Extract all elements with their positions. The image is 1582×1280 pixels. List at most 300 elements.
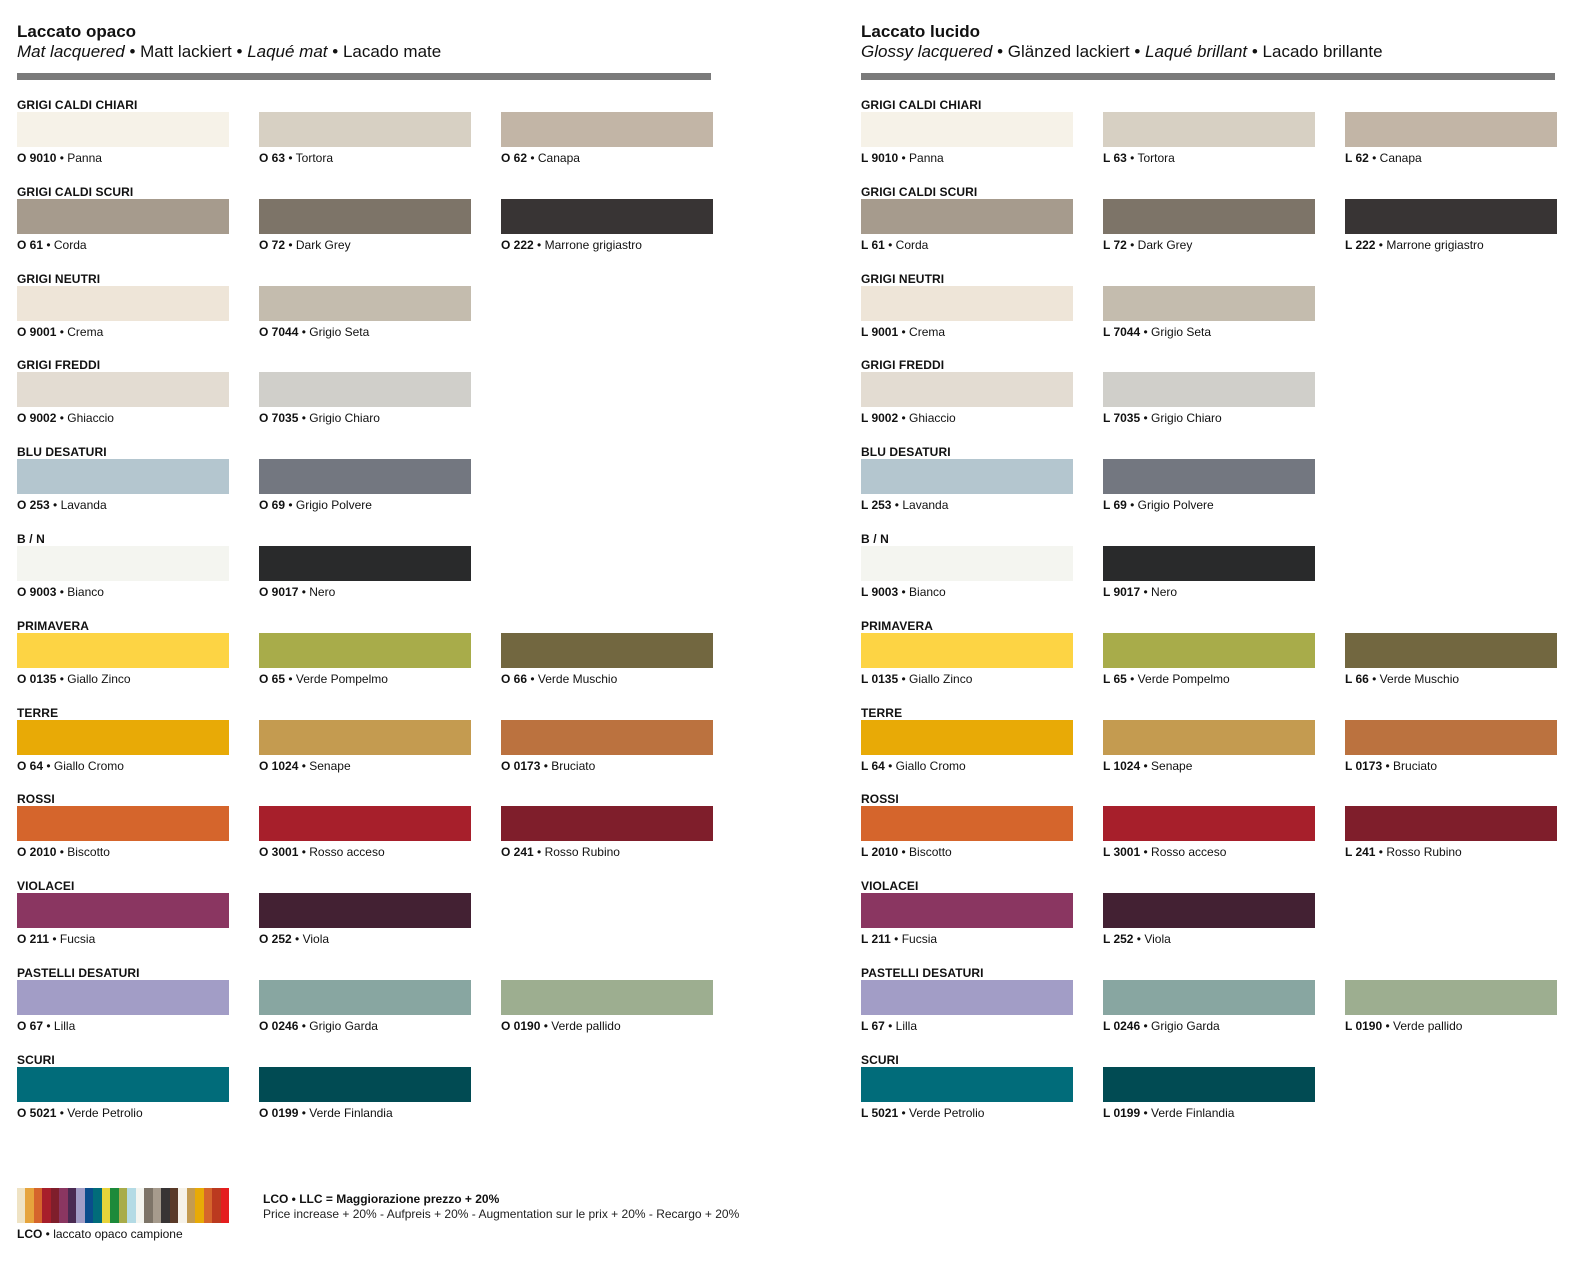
- subtitle-part: •: [124, 42, 141, 61]
- swatch-label: L 252 • Viola: [1103, 932, 1171, 946]
- swatch-item: [259, 546, 471, 599]
- swatch-label: L 64 • Giallo Cromo: [861, 759, 966, 773]
- color-swatch: [259, 806, 471, 841]
- color-swatch: [501, 199, 713, 234]
- color-group: [17, 1053, 717, 1139]
- swatch-label: O 62 • Canapa: [501, 151, 580, 165]
- swatch-code: O 7044: [259, 325, 299, 339]
- color-swatch: [1103, 199, 1315, 234]
- color-swatch: [861, 372, 1073, 407]
- color-swatch: [1103, 546, 1315, 581]
- swatch-item: [1345, 633, 1557, 686]
- strip-color-band: [161, 1188, 169, 1223]
- swatch-item: [1103, 1067, 1315, 1120]
- swatch-item: [861, 286, 1073, 339]
- swatch-name: Biscotto: [909, 845, 952, 859]
- strip-color-band: [136, 1188, 144, 1223]
- swatch-name: Marrone grigiastro: [544, 238, 642, 252]
- swatch-label: L 66 • Verde Muschio: [1345, 672, 1460, 686]
- swatch-item: [259, 806, 471, 859]
- color-group: [861, 619, 1561, 705]
- swatch-name: Biscotto: [67, 845, 110, 859]
- strip-color-band: [17, 1188, 25, 1223]
- swatch-item: [17, 286, 229, 339]
- color-group-label: GRIGI CALDI CHIARI: [861, 98, 982, 112]
- color-group-label: PRIMAVERA: [861, 619, 934, 633]
- color-group-label: PASTELLI DESATURI: [861, 966, 984, 980]
- swatch-item: [259, 1067, 471, 1120]
- swatch-label: O 7044 • Grigio Seta: [259, 325, 370, 339]
- strip-color-band: [178, 1188, 186, 1223]
- swatch-label: L 0246 • Grigio Garda: [1103, 1019, 1220, 1033]
- swatch-item: [17, 459, 229, 512]
- panel-title: Laccato lucido: [861, 22, 981, 41]
- swatch-item: [17, 893, 229, 946]
- strip-color-band: [85, 1188, 93, 1223]
- swatch-name: Verde Muschio: [537, 672, 618, 686]
- swatch-code: L 7035: [1103, 411, 1141, 425]
- swatch-name: Rosso Rubino: [544, 845, 620, 859]
- swatch-name: Bianco: [67, 585, 104, 599]
- strip-color-band: [93, 1188, 101, 1223]
- swatch-code: O 61: [17, 238, 44, 252]
- color-swatch: [861, 633, 1073, 668]
- swatch-name: Giallo Zinco: [909, 672, 973, 686]
- strip-color-band: [187, 1188, 195, 1223]
- color-swatch: [1103, 633, 1315, 668]
- swatch-item: [259, 372, 471, 425]
- swatch-item: [17, 546, 229, 599]
- swatch-item: [861, 112, 1073, 165]
- color-swatch: [259, 893, 471, 928]
- sample-strip-name: laccato opaco campione: [53, 1227, 183, 1241]
- swatch-item: [1103, 199, 1315, 252]
- swatch-name: Grigio Seta: [1151, 325, 1212, 339]
- swatch-name: Senape: [1151, 759, 1193, 773]
- swatch-name: Verde Petrolio: [909, 1106, 985, 1120]
- swatch-label: O 9010 • Panna: [17, 151, 102, 165]
- swatch-code: L 0246: [1103, 1019, 1141, 1033]
- swatch-item: [1345, 199, 1557, 252]
- panel-glossy: [861, 0, 1561, 1150]
- swatch-label: O 72 • Dark Grey: [259, 238, 351, 252]
- swatch-item: [501, 806, 713, 859]
- strip-color-band: [119, 1188, 127, 1223]
- swatch-code: O 62: [501, 151, 528, 165]
- subtitle-part: •: [327, 42, 343, 61]
- color-group: [861, 272, 1561, 358]
- swatch-label: L 253 • Lavanda: [861, 498, 949, 512]
- swatch-label: O 222 • Marrone grigiastro: [501, 238, 642, 252]
- swatch-label: L 67 • Lilla: [861, 1019, 918, 1033]
- swatch-label: L 211 • Fucsia: [861, 932, 938, 946]
- swatch-code: O 0190: [501, 1019, 541, 1033]
- color-group: [861, 445, 1561, 531]
- swatch-label: L 0135 • Giallo Zinco: [861, 672, 973, 686]
- swatch-code: O 5021: [17, 1106, 57, 1120]
- swatch-code: O 69: [259, 498, 286, 512]
- color-group-label: ROSSI: [17, 792, 55, 806]
- swatch-name: Bianco: [909, 585, 946, 599]
- swatch-label: O 0246 • Grigio Garda: [259, 1019, 378, 1033]
- swatch-code: L 211: [861, 932, 891, 946]
- swatch-code: L 61: [861, 238, 885, 252]
- swatch-code: L 0199: [1103, 1106, 1141, 1120]
- color-swatch: [259, 633, 471, 668]
- swatch-item: [17, 112, 229, 165]
- swatch-label: O 7035 • Grigio Chiaro: [259, 411, 380, 425]
- swatch-name: Bruciato: [1393, 759, 1438, 773]
- swatch-code: O 2010: [17, 845, 57, 859]
- swatch-label: O 0190 • Verde pallido: [501, 1019, 621, 1033]
- color-group: [17, 966, 717, 1052]
- color-group-label: B / N: [17, 532, 45, 546]
- color-swatch: [17, 720, 229, 755]
- swatch-name: Marrone grigiastro: [1386, 238, 1484, 252]
- swatch-item: [1103, 286, 1315, 339]
- color-swatch: [1345, 980, 1557, 1015]
- swatch-name: Tortora: [295, 151, 334, 165]
- swatch-name: Grigio Chiaro: [1151, 411, 1222, 425]
- swatch-code: L 62: [1345, 151, 1369, 165]
- subtitle-part: •: [992, 42, 1008, 61]
- swatch-code: O 0246: [259, 1019, 299, 1033]
- swatch-item: [259, 893, 471, 946]
- swatch-name: Verde Pompelmo: [1137, 672, 1230, 686]
- swatch-label: L 63 • Tortora: [1103, 151, 1175, 165]
- color-swatch: [17, 633, 229, 668]
- color-group-label: VIOLACEI: [17, 879, 75, 893]
- swatch-code: L 64: [861, 759, 885, 773]
- color-swatch: [1345, 199, 1557, 234]
- color-swatch: [861, 546, 1073, 581]
- panel-divider: [17, 73, 711, 80]
- color-group: [861, 185, 1561, 271]
- panel-title: Laccato opaco: [17, 22, 137, 41]
- subtitle-part: Laqué mat: [247, 42, 328, 61]
- swatch-label: O 65 • Verde Pompelmo: [259, 672, 388, 686]
- strip-color-band: [127, 1188, 135, 1223]
- swatch-code: L 222: [1345, 238, 1376, 252]
- swatch-name: Tortora: [1137, 151, 1175, 165]
- subtitle-part: •: [231, 42, 248, 61]
- swatch-name: Rosso acceso: [1151, 845, 1227, 859]
- swatch-name: Grigio Chiaro: [309, 411, 380, 425]
- swatch-label: L 7035 • Grigio Chiaro: [1103, 411, 1222, 425]
- price-note-main: = Maggiorazione prezzo + 20%: [322, 1192, 500, 1206]
- color-swatch: [17, 980, 229, 1015]
- swatch-label: L 222 • Marrone grigiastro: [1345, 238, 1484, 252]
- swatch-label: O 9017 • Nero: [259, 585, 336, 599]
- color-group-label: TERRE: [17, 706, 59, 720]
- subtitle-part: •: [1247, 42, 1263, 61]
- color-swatch: [861, 112, 1073, 147]
- color-swatch: [861, 459, 1073, 494]
- sample-strip-label: LCO • laccato opaco campione: [17, 1227, 183, 1241]
- panel-divider: [861, 73, 1555, 80]
- swatch-item: [1103, 459, 1315, 512]
- swatch-item: [1103, 893, 1315, 946]
- swatch-item: [861, 1067, 1073, 1120]
- strip-color-band: [110, 1188, 118, 1223]
- swatch-label: O 0135 • Giallo Zinco: [17, 672, 131, 686]
- swatch-name: Verde pallido: [1393, 1019, 1463, 1033]
- subtitle-part: Laqué brillant: [1145, 42, 1248, 61]
- swatch-item: [1103, 546, 1315, 599]
- swatch-code: L 69: [1103, 498, 1127, 512]
- swatch-item: [17, 372, 229, 425]
- swatch-code: L 9001: [861, 325, 899, 339]
- swatch-label: O 211 • Fucsia: [17, 932, 96, 946]
- strip-color-band: [195, 1188, 203, 1223]
- swatch-item: [259, 459, 471, 512]
- color-swatch: [259, 459, 471, 494]
- strip-color-band: [42, 1188, 50, 1223]
- strip-color-band: [34, 1188, 42, 1223]
- panel-subtitle: [861, 42, 1383, 62]
- color-swatch: [861, 893, 1073, 928]
- color-group: [17, 879, 717, 965]
- swatch-name: Verde Muschio: [1379, 672, 1460, 686]
- swatch-label: O 67 • Lilla: [17, 1019, 76, 1033]
- color-swatch: [1103, 980, 1315, 1015]
- swatch-item: [501, 980, 713, 1033]
- color-group: [861, 358, 1561, 444]
- swatch-label: L 0199 • Verde Finlandia: [1103, 1106, 1235, 1120]
- swatch-label: L 2010 • Biscotto: [861, 845, 952, 859]
- color-group: [17, 445, 717, 531]
- swatch-name: Canapa: [1379, 151, 1422, 165]
- swatch-label: L 241 • Rosso Rubino: [1345, 845, 1462, 859]
- swatch-name: Corda: [53, 238, 87, 252]
- swatch-label: O 253 • Lavanda: [17, 498, 107, 512]
- swatch-label: L 9017 • Nero: [1103, 585, 1178, 599]
- subtitle-part: Glossy lacquered: [861, 42, 993, 61]
- swatch-name: Verde Finlandia: [309, 1106, 393, 1120]
- swatch-item: [259, 980, 471, 1033]
- panel-subtitle: [17, 42, 441, 62]
- swatch-code: O 211: [17, 932, 50, 946]
- color-swatch: [501, 633, 713, 668]
- color-group-label: SCURI: [861, 1053, 899, 1067]
- swatch-code: O 65: [259, 672, 286, 686]
- color-swatch: [259, 720, 471, 755]
- swatch-name: Crema: [67, 325, 104, 339]
- swatch-code: L 253: [861, 498, 892, 512]
- swatch-label: L 0173 • Bruciato: [1345, 759, 1438, 773]
- swatch-code: O 222: [501, 238, 534, 252]
- swatch-item: [861, 633, 1073, 686]
- swatch-code: L 9002: [861, 411, 899, 425]
- swatch-item: [1345, 980, 1557, 1033]
- swatch-code: L 1024: [1103, 759, 1141, 773]
- swatch-code: O 0199: [259, 1106, 299, 1120]
- swatch-name: Ghiaccio: [67, 411, 114, 425]
- swatch-name: Grigio Garda: [1151, 1019, 1220, 1033]
- color-swatch: [1103, 893, 1315, 928]
- swatch-item: [259, 112, 471, 165]
- swatch-label: L 0190 • Verde pallido: [1345, 1019, 1463, 1033]
- price-note-codes: LCO • LLC: [263, 1192, 323, 1206]
- swatch-code: L 3001: [1103, 845, 1141, 859]
- color-group-label: TERRE: [861, 706, 903, 720]
- swatch-label: O 1024 • Senape: [259, 759, 351, 773]
- color-group: [17, 706, 717, 792]
- swatch-code: L 0190: [1345, 1019, 1383, 1033]
- swatch-code: O 0173: [501, 759, 541, 773]
- color-swatch: [17, 459, 229, 494]
- subtitle-part: •: [1129, 42, 1146, 61]
- color-swatch: [1345, 112, 1557, 147]
- swatch-code: O 253: [17, 498, 50, 512]
- swatch-item: [501, 633, 713, 686]
- swatch-label: L 9001 • Crema: [861, 325, 946, 339]
- color-swatch: [861, 199, 1073, 234]
- swatch-item: [17, 980, 229, 1033]
- strip-color-band: [76, 1188, 84, 1223]
- swatch-label: O 5021 • Verde Petrolio: [17, 1106, 143, 1120]
- swatch-name: Nero: [309, 585, 336, 599]
- swatch-name: Senape: [309, 759, 351, 773]
- swatch-item: [501, 199, 713, 252]
- color-swatch: [259, 980, 471, 1015]
- swatch-name: Dark Grey: [1137, 238, 1193, 252]
- swatch-item: [259, 720, 471, 773]
- swatch-name: Giallo Cromo: [895, 759, 966, 773]
- color-swatch: [861, 1067, 1073, 1102]
- color-swatch: [501, 720, 713, 755]
- swatch-name: Lavanda: [902, 498, 949, 512]
- swatch-name: Rosso Rubino: [1386, 845, 1462, 859]
- color-group-label: GRIGI NEUTRI: [17, 272, 101, 286]
- color-swatch: [861, 806, 1073, 841]
- swatch-item: [259, 286, 471, 339]
- strip-color-band: [221, 1188, 229, 1223]
- swatch-code: O 64: [17, 759, 44, 773]
- panel-opaque: [17, 0, 717, 1150]
- color-swatch: [17, 893, 229, 928]
- swatch-name: Verde Petrolio: [67, 1106, 143, 1120]
- swatch-label: O 9002 • Ghiaccio: [17, 411, 114, 425]
- swatch-name: Panna: [909, 151, 944, 165]
- swatch-code: O 7035: [259, 411, 299, 425]
- swatch-code: L 0173: [1345, 759, 1383, 773]
- swatch-item: [1345, 720, 1557, 773]
- swatch-name: Panna: [67, 151, 102, 165]
- swatch-item: [1103, 720, 1315, 773]
- price-note-translations: Price increase + 20% - Aufpreis + 20% - Augmentation sur le prix + 20% - Recargo + 20%: [263, 1207, 740, 1221]
- color-swatch: [259, 199, 471, 234]
- swatch-name: Giallo Cromo: [53, 759, 124, 773]
- price-note-title: [263, 1192, 499, 1206]
- strip-color-band: [68, 1188, 76, 1223]
- swatch-item: [861, 893, 1073, 946]
- swatch-code: L 9017: [1103, 585, 1141, 599]
- color-group-label: GRIGI CALDI CHIARI: [17, 98, 138, 112]
- swatch-item: [1103, 980, 1315, 1033]
- sample-color-strip: [17, 1188, 229, 1223]
- swatch-label: L 62 • Canapa: [1345, 151, 1422, 165]
- swatch-name: Viola: [302, 932, 330, 946]
- swatch-code: L 2010: [861, 845, 899, 859]
- color-group: [17, 272, 717, 358]
- swatch-label: L 5021 • Verde Petrolio: [861, 1106, 985, 1120]
- swatch-code: L 72: [1103, 238, 1127, 252]
- color-group: [861, 532, 1561, 618]
- color-group: [861, 792, 1561, 878]
- swatch-label: O 0173 • Bruciato: [501, 759, 596, 773]
- color-group: [17, 792, 717, 878]
- swatch-name: Viola: [1144, 932, 1171, 946]
- swatch-name: Grigio Polvere: [295, 498, 372, 512]
- swatch-code: L 9003: [861, 585, 899, 599]
- color-group-label: PASTELLI DESATURI: [17, 966, 140, 980]
- strip-color-band: [153, 1188, 161, 1223]
- strip-color-band: [144, 1188, 152, 1223]
- color-swatch: [17, 546, 229, 581]
- color-group-label: SCURI: [17, 1053, 55, 1067]
- swatch-item: [1103, 806, 1315, 859]
- swatch-item: [1345, 806, 1557, 859]
- color-group: [17, 185, 717, 271]
- swatch-code: O 72: [259, 238, 286, 252]
- swatch-name: Lilla: [53, 1019, 76, 1033]
- color-group-label: GRIGI FREDDI: [17, 358, 101, 372]
- swatch-label: L 7044 • Grigio Seta: [1103, 325, 1212, 339]
- color-swatch: [17, 199, 229, 234]
- swatch-label: L 69 • Grigio Polvere: [1103, 498, 1214, 512]
- swatch-code: L 63: [1103, 151, 1127, 165]
- color-group-label: PRIMAVERA: [17, 619, 90, 633]
- swatch-code: L 0135: [861, 672, 899, 686]
- color-swatch: [861, 980, 1073, 1015]
- swatch-code: L 9010: [861, 151, 899, 165]
- swatch-code: O 9017: [259, 585, 299, 599]
- swatch-item: [1345, 112, 1557, 165]
- swatch-label: L 72 • Dark Grey: [1103, 238, 1193, 252]
- color-group-label: VIOLACEI: [861, 879, 919, 893]
- swatch-code: L 7044: [1103, 325, 1141, 339]
- subtitle-part: Glänzed lackiert: [1007, 42, 1130, 61]
- swatch-label: L 61 • Corda: [861, 238, 929, 252]
- swatch-name: Fucsia: [59, 932, 96, 946]
- swatch-name: Grigio Seta: [309, 325, 370, 339]
- swatch-name: Bruciato: [551, 759, 596, 773]
- swatch-code: L 66: [1345, 672, 1369, 686]
- color-group-label: BLU DESATURI: [17, 445, 107, 459]
- swatch-item: [861, 199, 1073, 252]
- swatch-label: O 69 • Grigio Polvere: [259, 498, 372, 512]
- color-swatch: [1345, 806, 1557, 841]
- swatch-code: O 9001: [17, 325, 57, 339]
- swatch-label: O 241 • Rosso Rubino: [501, 845, 620, 859]
- color-swatch: [501, 980, 713, 1015]
- swatch-code: O 0135: [17, 672, 57, 686]
- color-swatch: [17, 806, 229, 841]
- swatch-item: [1103, 112, 1315, 165]
- swatch-name: Lavanda: [60, 498, 107, 512]
- subtitle-part: Mat lacquered: [17, 42, 125, 61]
- swatch-label: O 63 • Tortora: [259, 151, 334, 165]
- color-swatch: [501, 112, 713, 147]
- swatch-name: Fucsia: [901, 932, 938, 946]
- swatch-item: [259, 199, 471, 252]
- color-group-label: BLU DESATURI: [861, 445, 951, 459]
- swatch-name: Corda: [895, 238, 929, 252]
- swatch-item: [1103, 372, 1315, 425]
- swatch-name: Canapa: [537, 151, 580, 165]
- color-swatch: [861, 286, 1073, 321]
